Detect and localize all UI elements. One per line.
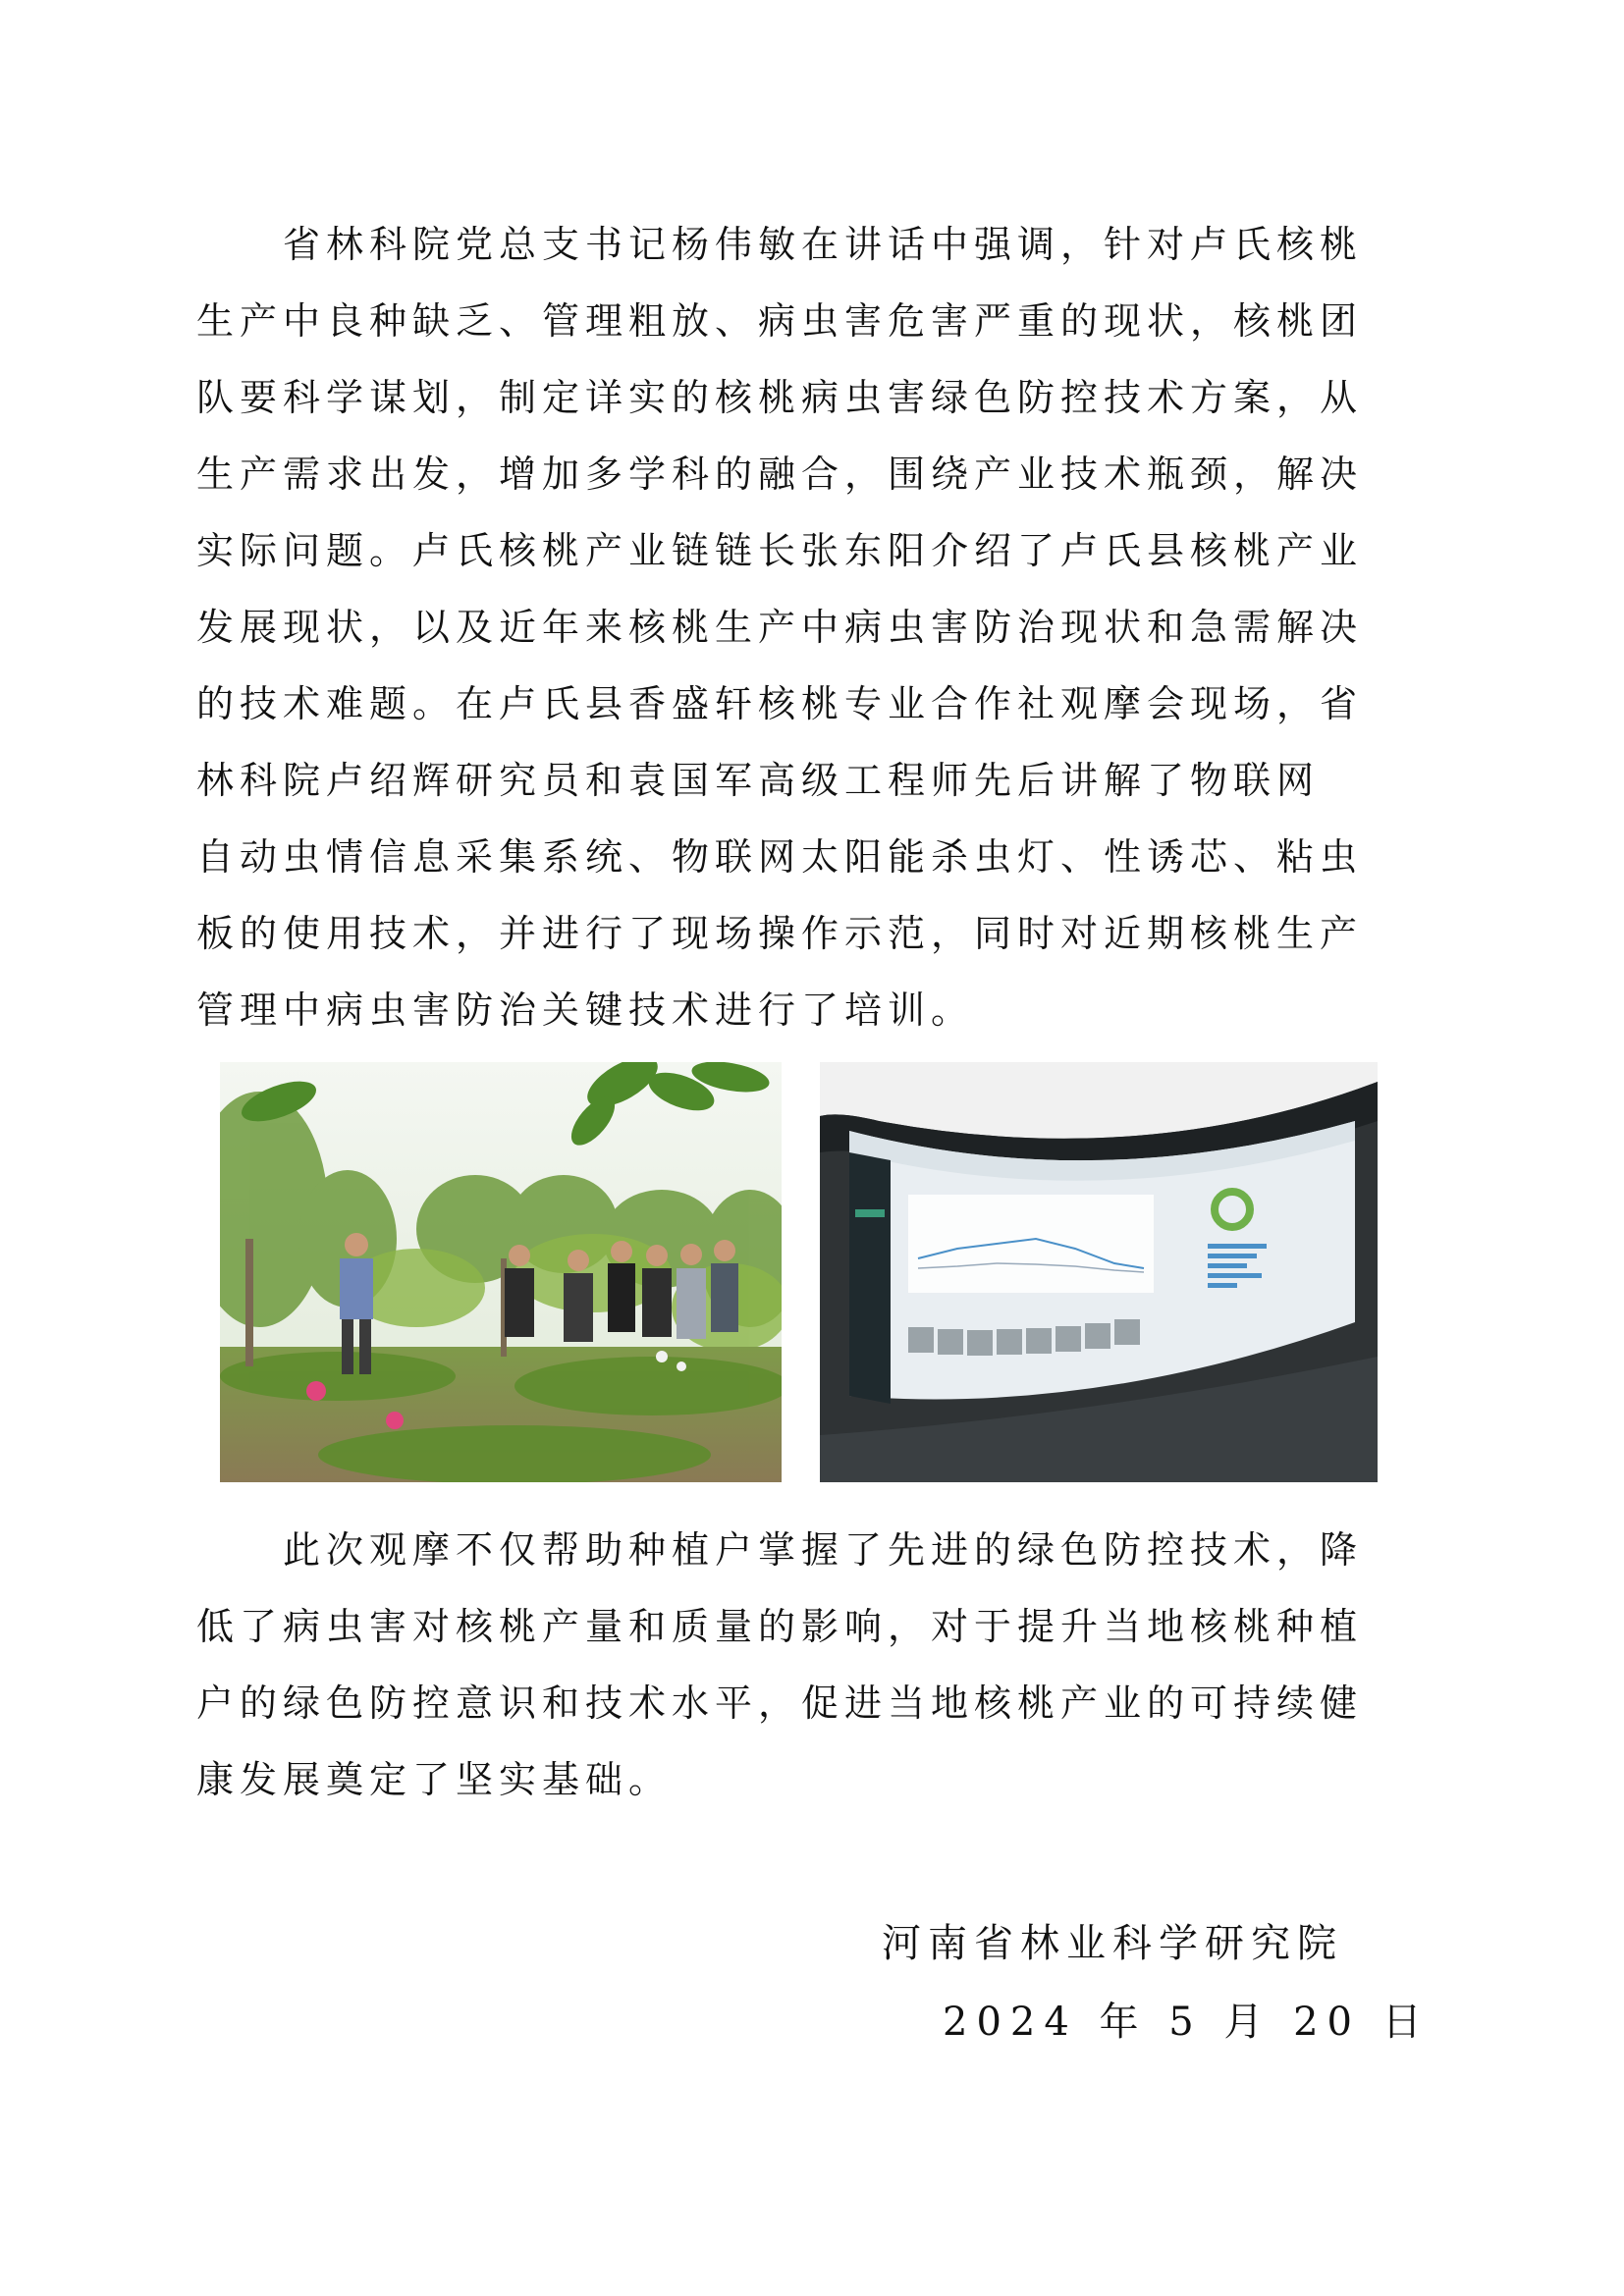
body-paragraph-1 (196, 206, 1434, 1048)
signature-organization: 河南省林业科学研究院 (882, 1921, 1343, 1966)
paragraph-line: 管理中病虫害防治关键技术进行了培训。 (196, 988, 975, 1032)
paragraph-line: 自动虫情信息采集系统、物联网太阳能杀虫灯、性诱芯、粘虫 (196, 835, 1364, 879)
monitoring-screen-photo (820, 1062, 1378, 1482)
paragraph-line: 省林科院党总支书记杨伟敏在讲话中强调，针对卢氏核桃 (196, 223, 1364, 266)
paragraph-line: 低了病虫害对核桃产量和质量的影响，对于提升当地核桃种植 (196, 1605, 1364, 1648)
signature-date: 2024 年 5 月 20 日 (943, 2000, 1431, 2045)
paragraph-line: 板的使用技术，并进行了现场操作示范，同时对近期核桃生产 (196, 912, 1364, 955)
orchard-field-photo (220, 1062, 782, 1482)
paragraph-line: 此次观摩不仅帮助种植户掌握了先进的绿色防控技术，降 (196, 1528, 1364, 1572)
paragraph-line: 队要科学谋划，制定详实的核桃病虫害绿色防控技术方案，从 (196, 376, 1364, 419)
paragraph-line: 户的绿色防控意识和技术水平，促进当地核桃产业的可持续健 (196, 1682, 1364, 1725)
paragraph-line: 康发展奠定了坚实基础。 (196, 1758, 673, 1801)
paragraph-line: 林科院卢绍辉研究员和袁国军高级工程师先后讲解了物联网 (196, 759, 1321, 802)
paragraph-line: 的技术难题。在卢氏县香盛轩核桃专业合作社观摩会现场，省 (196, 682, 1364, 725)
paragraph-line: 实际问题。卢氏核桃产业链链长张东阳介绍了卢氏县核桃产业 (196, 529, 1364, 572)
paragraph-line: 发展现状，以及近年来核桃生产中病虫害防治现状和急需解决 (196, 606, 1364, 649)
paragraph-line: 生产中良种缺乏、管理粗放、病虫害危害严重的现状，核桃团 (196, 299, 1364, 343)
body-paragraph-2 (196, 1512, 1434, 1818)
paragraph-line: 生产需求出发，增加多学科的融合，围绕产业技术瓶颈，解决 (196, 453, 1364, 496)
